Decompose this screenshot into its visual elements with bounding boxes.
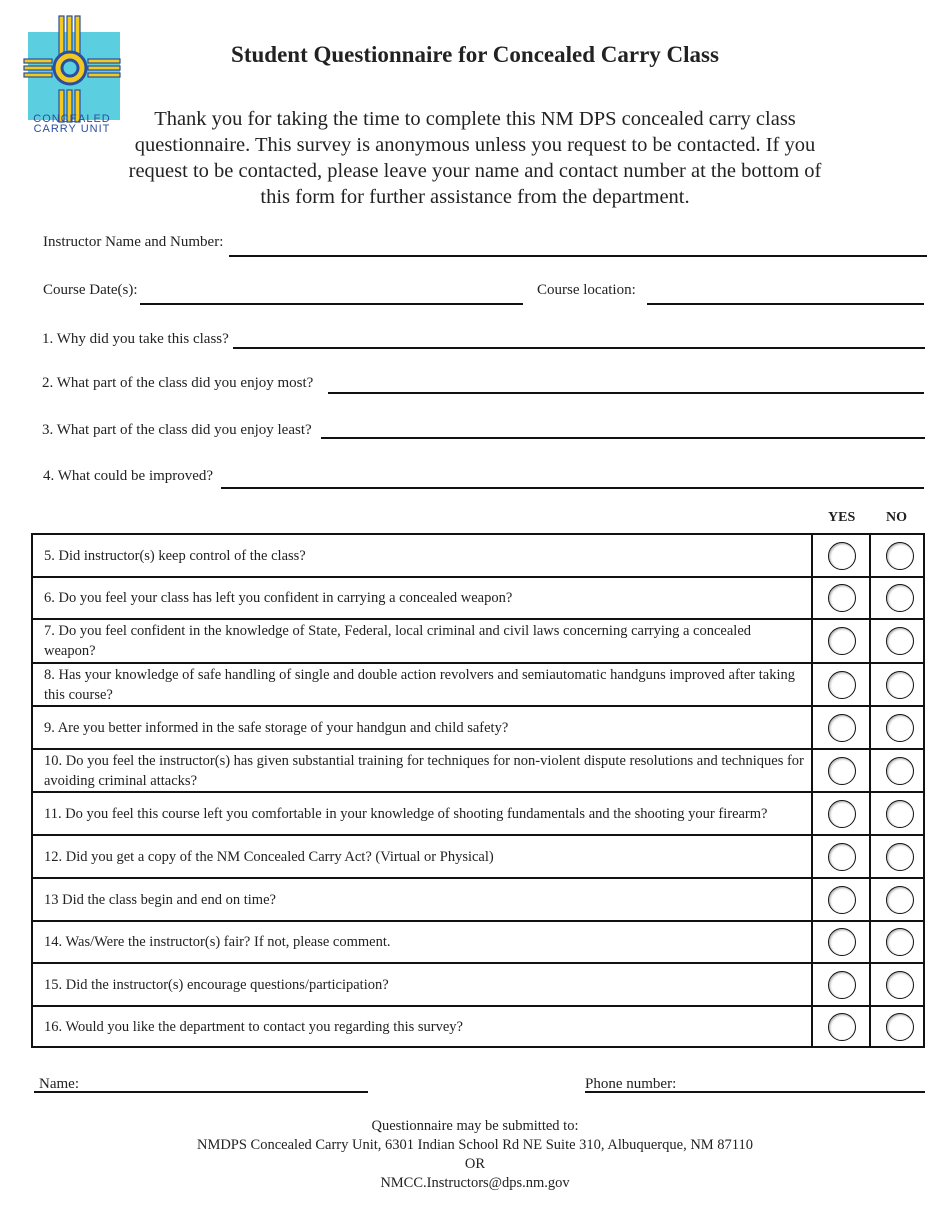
- table-row: [33, 707, 923, 750]
- open-question-4: 4. What could be improved?: [43, 468, 214, 484]
- q13-yes-radio[interactable]: [828, 886, 856, 914]
- answer-line-4[interactable]: [221, 487, 924, 489]
- question-10: 10. Do you feel the instructor(s) has given substantial training for techniques for non-violent dispute resolutions and techniques for avoiding criminal attacks?: [44, 752, 804, 789]
- q12-yes-radio[interactable]: [828, 843, 856, 871]
- q13-no-radio[interactable]: [886, 886, 914, 914]
- q8-no-radio[interactable]: [886, 671, 914, 699]
- q5-no-radio[interactable]: [886, 542, 914, 570]
- q9-yes-radio[interactable]: [828, 714, 856, 742]
- q10-no-radio[interactable]: [886, 757, 914, 785]
- q16-yes-radio[interactable]: [828, 1013, 856, 1041]
- footer-line-1: Questionnaire may be submitted to:: [371, 1118, 579, 1134]
- footer-email[interactable]: NMCC.Instructors@dps.nm.gov: [380, 1175, 570, 1191]
- table-row: [33, 836, 923, 879]
- instructor-field[interactable]: [229, 255, 927, 257]
- table-row: [33, 922, 923, 964]
- answer-line-1[interactable]: [233, 347, 925, 349]
- q16-no-radio[interactable]: [886, 1013, 914, 1041]
- logo-line-1: CONCEALED: [33, 113, 111, 125]
- question-16: 16. Would you like the department to contact you regarding this survey?: [44, 1018, 463, 1035]
- footer-address: NMDPS Concealed Carry Unit, 6301 Indian School Rd NE Suite 310, Albuquerque, NM 87110: [196, 1137, 754, 1153]
- page-title: Student Questionnaire for Concealed Carry Class: [231, 42, 719, 67]
- yes-column-header: YES: [828, 510, 856, 525]
- table-row: [33, 964, 923, 1007]
- q11-no-radio[interactable]: [886, 800, 914, 828]
- q15-no-radio[interactable]: [886, 971, 914, 999]
- submission-footer: [0, 1117, 950, 1193]
- answer-line-3[interactable]: [321, 437, 925, 439]
- q15-yes-radio[interactable]: [828, 971, 856, 999]
- table-row: [33, 1007, 923, 1046]
- question-13: 13 Did the class begin and end on time?: [44, 891, 276, 908]
- q8-yes-radio[interactable]: [828, 671, 856, 699]
- logo-line-2: CARRY UNIT: [33, 123, 111, 135]
- table-row: [33, 620, 923, 664]
- phone-label: Phone number:: [585, 1076, 677, 1092]
- yes-no-questions-table: [31, 533, 925, 1048]
- course-dates-field[interactable]: [140, 303, 523, 305]
- q7-no-radio[interactable]: [886, 627, 914, 655]
- q11-yes-radio[interactable]: [828, 800, 856, 828]
- question-7: 7. Do you feel confident in the knowledge of State, Federal, local criminal and civil laws concerning carrying a concealed weapon?: [44, 623, 752, 659]
- footer-or: OR: [464, 1156, 486, 1172]
- intro-paragraph: Thank you for taking the time to complete this NM DPS concealed carry class questionnaire. This survey is anonymous unless you request to be contacted. If you request to be contacted, please leave your name and contact number at the bottom of this form for further assistance from the department.: [128, 108, 822, 208]
- concealed-carry-unit-logo: [22, 14, 122, 136]
- name-label: Name:: [39, 1076, 79, 1092]
- question-12: 12. Did you get a copy of the NM Concealed Carry Act? (Virtual or Physical): [44, 848, 494, 865]
- q14-yes-radio[interactable]: [828, 928, 856, 956]
- name-field[interactable]: [34, 1091, 368, 1093]
- q5-yes-radio[interactable]: [828, 542, 856, 570]
- table-row: [33, 793, 923, 836]
- course-dates-label: Course Date(s):: [43, 282, 138, 298]
- question-14: 14. Was/Were the instructor(s) fair? If not, please comment.: [44, 934, 391, 950]
- course-location-field[interactable]: [647, 303, 924, 305]
- question-6: 6. Do you feel your class has left you confident in carrying a concealed weapon?: [44, 590, 513, 606]
- course-location-label: Course location:: [537, 282, 636, 298]
- phone-field[interactable]: [585, 1091, 925, 1093]
- table-row: [33, 664, 923, 707]
- table-row: [33, 750, 923, 793]
- open-question-3: 3. What part of the class did you enjoy least?: [42, 422, 312, 438]
- q9-no-radio[interactable]: [886, 714, 914, 742]
- question-15: 15. Did the instructor(s) encourage questions/participation?: [44, 976, 389, 993]
- question-11: 11. Do you feel this course left you comfortable in your knowledge of shooting fundamentals and the shooting your firearm?: [44, 805, 768, 822]
- table-row: [33, 535, 923, 578]
- answer-line-2[interactable]: [328, 392, 924, 394]
- q6-yes-radio[interactable]: [828, 584, 856, 612]
- q6-no-radio[interactable]: [886, 584, 914, 612]
- question-8: 8. Has your knowledge of safe handling of single and double action revolvers and semiautomatic handguns improved after taking this course?: [44, 666, 795, 703]
- open-question-1: 1. Why did you take this class?: [42, 331, 229, 347]
- table-row: [33, 879, 923, 922]
- q14-no-radio[interactable]: [886, 928, 914, 956]
- q7-yes-radio[interactable]: [828, 627, 856, 655]
- q12-no-radio[interactable]: [886, 843, 914, 871]
- question-9: 9. Are you better informed in the safe storage of your handgun and child safety?: [44, 719, 509, 736]
- question-5: 5. Did instructor(s) keep control of the class?: [44, 547, 306, 564]
- instructor-label: Instructor Name and Number:: [43, 234, 224, 250]
- table-row: [33, 578, 923, 620]
- q10-yes-radio[interactable]: [828, 757, 856, 785]
- no-column-header: NO: [886, 510, 907, 525]
- open-question-2: 2. What part of the class did you enjoy most?: [42, 375, 314, 391]
